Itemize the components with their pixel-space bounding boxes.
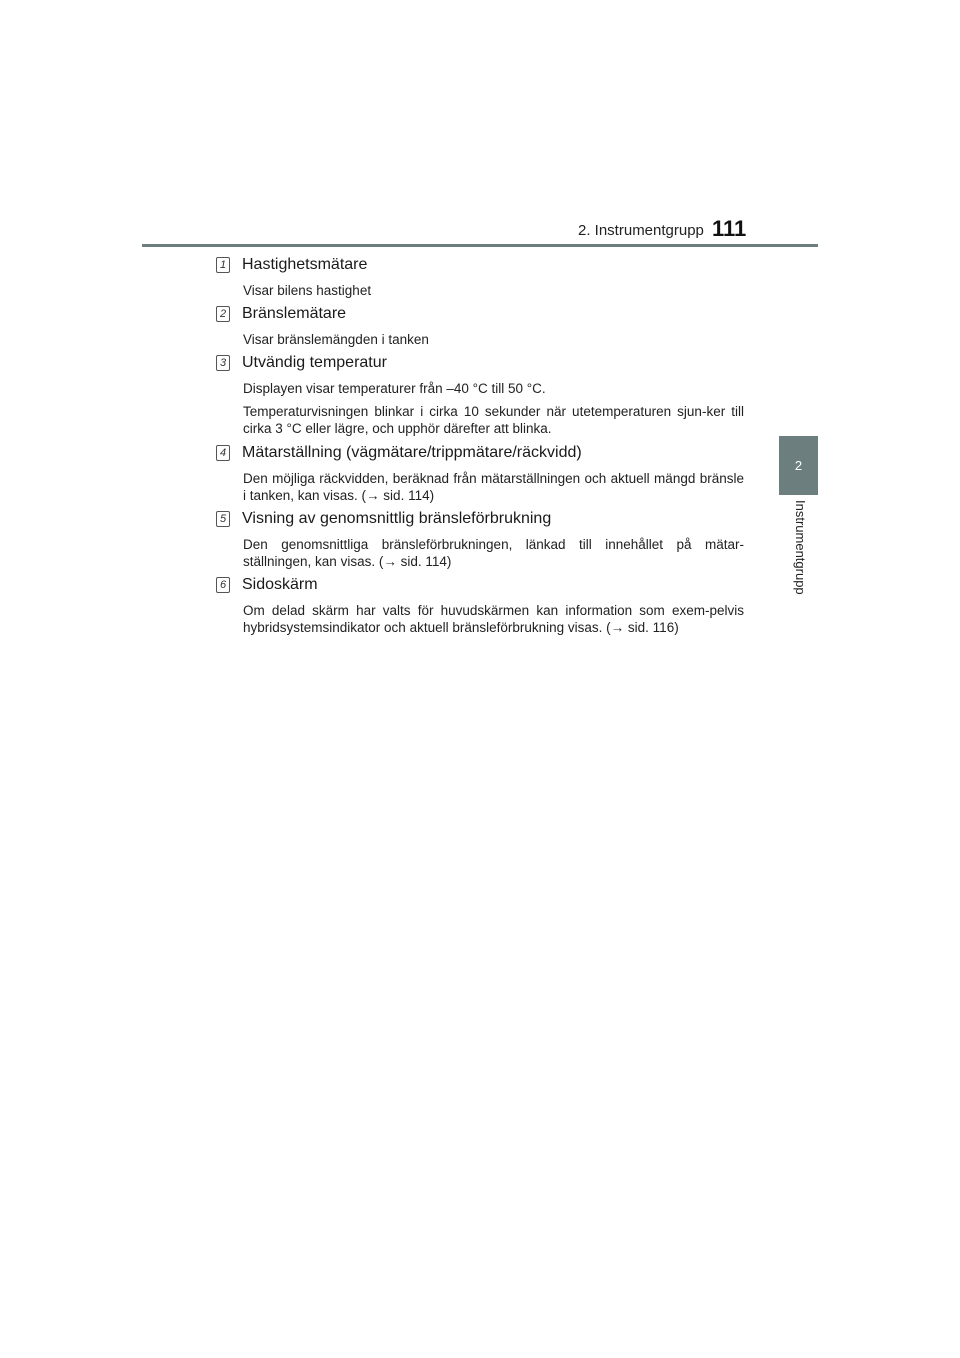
item-title: Utvändig temperatur xyxy=(242,354,387,371)
item-title: Hastighetsmätare xyxy=(242,256,368,273)
item-description: Den genomsnittliga bränsleförbrukningen, länkad till innehållet på mätar-ställningen, kan visas. (→ sid. 114) xyxy=(243,537,744,569)
page-number: 111 xyxy=(712,216,747,241)
chapter-tab xyxy=(779,436,818,495)
item-description: Visar bilens hastighet xyxy=(243,283,372,298)
item-title: Visning av genomsnittlig bränsleförbrukning xyxy=(242,510,552,527)
list-item xyxy=(216,574,744,658)
item-description: Den möjliga räckvidden, beräknad från mätarställningen och aktuell mängd bränsle i tanken, kan visas. (→ sid. 114) xyxy=(243,471,744,503)
item-number-badge: 2 xyxy=(216,306,230,322)
chapter-label: Instrumentgrupp xyxy=(793,500,808,595)
list-item xyxy=(216,508,744,574)
header-divider xyxy=(142,244,818,247)
list-item xyxy=(216,352,744,442)
section-title: 2. Instrumentgrupp xyxy=(578,222,704,239)
item-description: Displayen visar temperaturer från –40 °C till 50 °C. xyxy=(243,381,546,396)
item-number-badge: 6 xyxy=(216,577,230,593)
item-title: Bränslemätare xyxy=(242,305,347,322)
list-item xyxy=(216,442,744,508)
item-description: Temperaturvisningen blinkar i cirka 10 sekunder när utetemperaturen sjun-ker till cirka 3 °C eller lägre, och upphör därefter att blinka. xyxy=(243,404,744,436)
item-description: Om delad skärm har valts för huvudskärmen kan information som exem-pelvis hybridsystemsindikator och aktuell bränsleförbrukning visas. (→ sid. 116) xyxy=(243,603,744,635)
item-description: Visar bränslemängden i tanken xyxy=(243,332,429,347)
item-number-badge: 5 xyxy=(216,511,230,527)
chapter-number: 2 xyxy=(794,458,803,473)
item-title: Mätarställning (vägmätare/trippmätare/räckvidd) xyxy=(242,444,582,461)
item-number-badge: 1 xyxy=(216,257,230,273)
list-item xyxy=(216,303,744,352)
list-item xyxy=(216,254,744,303)
item-list xyxy=(216,254,744,658)
item-number-badge: 4 xyxy=(216,445,230,461)
item-title: Sidoskärm xyxy=(242,576,318,593)
item-number-badge: 3 xyxy=(216,355,230,371)
